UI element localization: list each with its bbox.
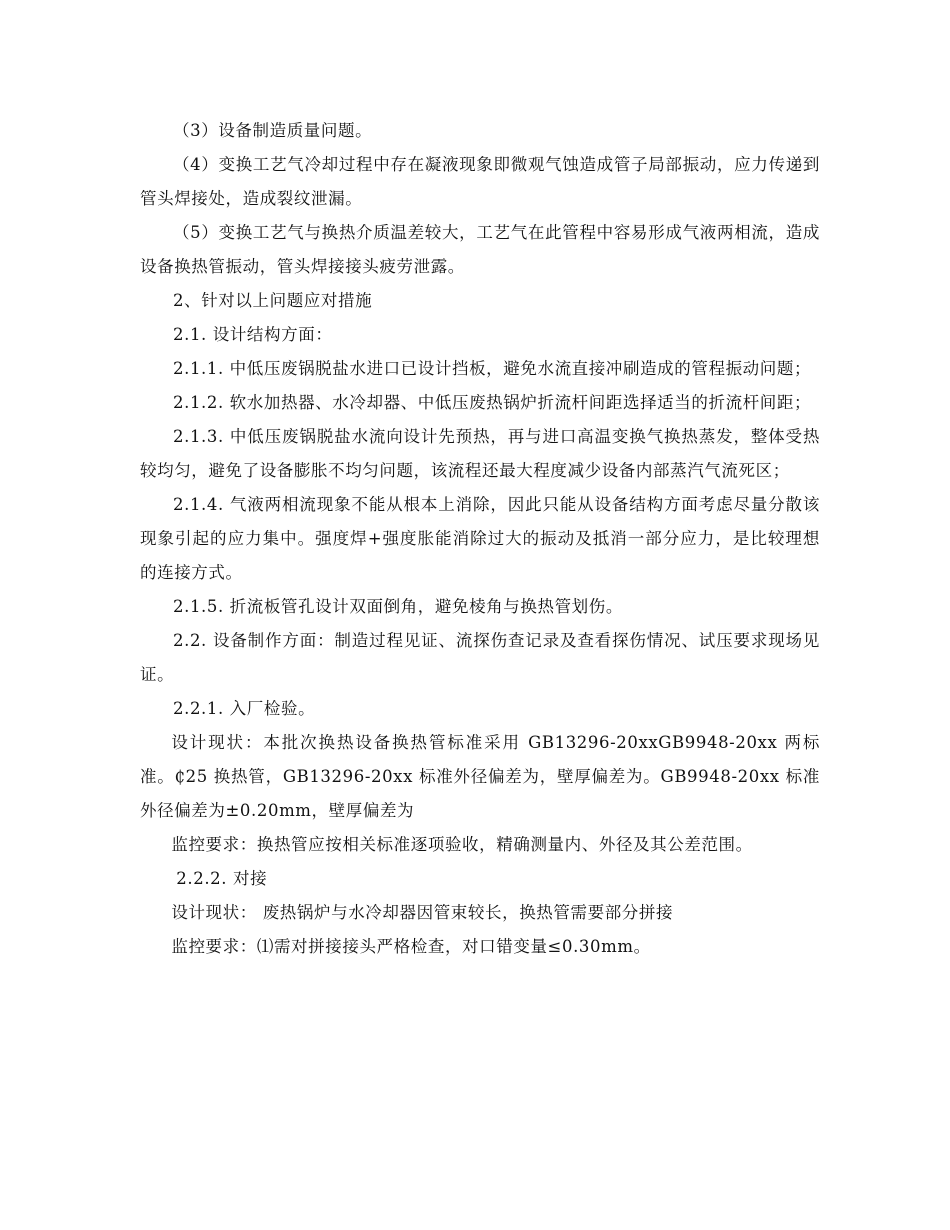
paragraph-monitor-requirement-1: 监控要求：换热管应按相关标准逐项验收，精确测量内、外径及其公差范围。 bbox=[171, 835, 753, 854]
section-heading-2-1: 2.1. 设计结构方面： bbox=[173, 325, 333, 344]
paragraph-2-2: 2.2. 设备制作方面：制造过程见证、流探伤查记录及查看探伤情况、试压要求现场见证。 bbox=[140, 631, 820, 684]
document-body bbox=[140, 114, 820, 964]
section-heading-2-2-2: 2.2.2. 对接 bbox=[176, 869, 268, 888]
paragraph-item-4: （4）变换工艺气冷却过程中存在凝液现象即微观气蚀造成管子局部振动，应力传递到管头焊接处，造成裂纹泄漏。 bbox=[140, 155, 820, 208]
paragraph-item-3: （3）设备制造质量问题。 bbox=[173, 121, 373, 140]
paragraph-2-1-2: 2.1.2. 软水加热器、水冷却器、中低压废热锅炉折流杆间距选择适当的折流杆间距； bbox=[173, 393, 812, 412]
paragraph-2-1-3: 2.1.3. 中低压废锅脱盐水流向设计先预热，再与进口高温变换气换热蒸发，整体受热较均匀，避免了设备膨胀不均匀问题，该流程还最大程度减少设备内部蒸汽气流死区； bbox=[140, 427, 820, 480]
paragraph-2-1-1: 2.1.1. 中低压废锅脱盐水进口已设计挡板，避免水流直接冲刷造成的管程振动问题； bbox=[173, 359, 812, 378]
section-heading-2: 2、针对以上问题应对措施 bbox=[173, 291, 373, 310]
section-heading-2-2-1: 2.2.1. 入厂检验。 bbox=[173, 699, 316, 718]
paragraph-monitor-requirement-2: 监控要求：⑴需对拼接接头严格检查，对口错变量≤0.30mm。 bbox=[171, 937, 651, 956]
paragraph-design-status-1: 设计现状：本批次换热设备换热管标准采用 GB13296-20xxGB9948-20xx 两标准。₵25 换热管，GB13296-20xx 标准外径偏差为，壁厚偏差为。GB9948-20xx 标准外径偏差为±0.20mm，壁厚偏差为 bbox=[140, 733, 820, 820]
paragraph-2-1-5: 2.1.5. 折流板管孔设计双面倒角，避免棱角与换热管划伤。 bbox=[173, 597, 623, 616]
paragraph-item-5: （5）变换工艺气与换热介质温差较大，工艺气在此管程中容易形成气液两相流，造成设备换热管振动，管头焊接接头疲劳泄露。 bbox=[140, 223, 820, 276]
paragraph-design-status-2: 设计现状： 废热锅炉与水冷却器因管束较长，换热管需要部分拼接 bbox=[171, 903, 674, 922]
paragraph-2-1-4: 2.1.4. 气液两相流现象不能从根本上消除，因此只能从设备结构方面考虑尽量分散该现象引起的应力集中。强度焊+强度胀能消除过大的振动及抵消一部分应力，是比较理想的连接方式。 bbox=[140, 495, 820, 582]
